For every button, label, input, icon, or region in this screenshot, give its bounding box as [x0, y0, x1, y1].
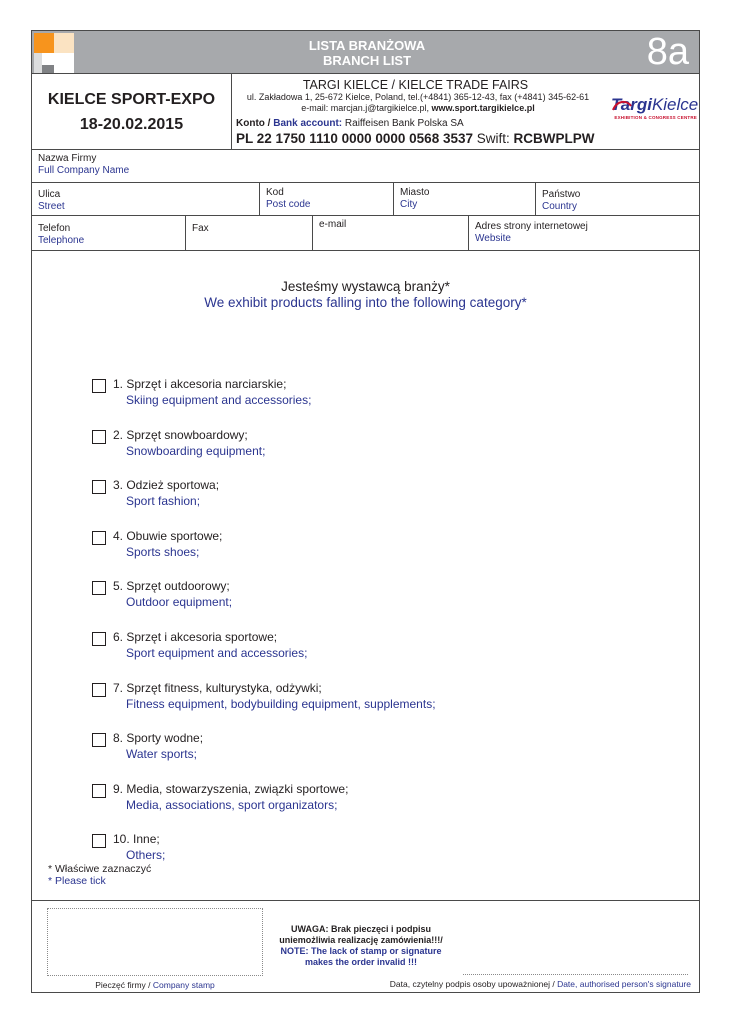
- address-row: [32, 183, 699, 216]
- header-info: [32, 74, 699, 150]
- contact-row: [32, 216, 699, 251]
- category-label-en: Fitness equipment, bodybuilding equipment, supplements;: [126, 696, 436, 711]
- bank-label-pl: Konto /: [236, 118, 271, 129]
- website-label-pl: Adres strony internetowej: [475, 221, 588, 232]
- category-label-pl: 8. Sporty wodne;: [113, 731, 204, 746]
- category-checkbox[interactable]: [92, 430, 106, 444]
- category-checkbox[interactable]: [92, 531, 106, 545]
- city-label-pl: Miasto: [400, 187, 430, 198]
- signature-label: [390, 979, 691, 989]
- category-item: [92, 630, 652, 670]
- warning-en-1: NOTE: The lack of stamp or signature: [280, 946, 442, 956]
- post-code-label-pl: Kod: [266, 187, 284, 198]
- category-title-pl: Jesteśmy wystawcą branży*: [281, 279, 450, 294]
- category-title-en: We exhibit products falling into the following category*: [204, 295, 527, 310]
- warning-en-2: makes the order invalid !!!: [304, 957, 418, 967]
- list-title-pl: LISTA BRANŻOWA: [308, 38, 426, 53]
- street-label-en: Street: [38, 201, 65, 212]
- category-checkbox[interactable]: [92, 379, 106, 393]
- company-name-field[interactable]: [32, 150, 699, 182]
- website-field[interactable]: [469, 216, 699, 250]
- email-label: e-mail: [319, 219, 347, 230]
- category-item: [92, 681, 652, 721]
- event-dates: 18-20.02.2015: [79, 116, 184, 133]
- category-item: [92, 529, 652, 569]
- email-field[interactable]: [313, 216, 469, 250]
- contact-line: [233, 103, 603, 114]
- signature-label-pl: Data, czytelny podpis osoby upoważnionej /: [389, 979, 555, 989]
- category-item: [92, 377, 652, 417]
- targi-logo-blocks: [34, 33, 74, 73]
- bank-account: [236, 118, 464, 129]
- event-name: KIELCE SPORT-EXPO: [47, 91, 216, 108]
- category-label-en: Water sports;: [126, 747, 197, 762]
- country-label-en: Country: [542, 201, 578, 212]
- event-box: [32, 74, 232, 150]
- bank-name: Raiffeisen Bank Polska SA: [344, 118, 464, 129]
- street-field[interactable]: [32, 183, 260, 215]
- category-checkbox[interactable]: [92, 834, 106, 848]
- bank-label-en: Bank account:: [273, 118, 343, 129]
- logo-swirl-icon: [611, 98, 633, 116]
- category-label-pl: 2. Sprzęt snowboardowy;: [113, 427, 248, 442]
- post-code-label-en: Post code: [266, 199, 311, 210]
- category-checkbox[interactable]: [92, 632, 106, 646]
- stamp-label-en: Company stamp: [152, 980, 215, 990]
- list-title-en: BRANCH LIST: [322, 53, 412, 68]
- telephone-field[interactable]: [32, 216, 186, 250]
- category-label-en: Sport equipment and accessories;: [126, 646, 308, 660]
- fax-field[interactable]: [186, 216, 313, 250]
- contact-email: e-mail: marcjan.j@targikielce.pl,: [301, 103, 429, 113]
- category-checkbox[interactable]: [92, 581, 106, 595]
- swift-code: RCBWPLPW: [513, 131, 595, 146]
- category-item: [92, 428, 652, 468]
- country-field[interactable]: [536, 183, 699, 215]
- telephone-label-en: Telephone: [38, 235, 85, 246]
- company-row: [32, 150, 699, 183]
- street-label-pl: Ulica: [38, 189, 61, 200]
- contact-website[interactable]: www.sport.targikielce.pl: [431, 103, 535, 113]
- warning-pl-2: uniemożliwia realizację zamówienia!!!/: [279, 935, 443, 945]
- list-title: [232, 38, 502, 68]
- iban-line: [236, 131, 595, 146]
- logo-tagline: EXHIBITION & CONGRESS CENTRE: [614, 115, 697, 120]
- warning-pl-1: UWAGA: Brak pieczęci i podpisu: [290, 924, 432, 934]
- category-label-en: Snowboarding equipment;: [126, 443, 266, 458]
- logo-word-thin: Kielce: [651, 95, 699, 114]
- category-label-en: Skiing equipment and accessories;: [126, 393, 312, 407]
- category-section: [32, 253, 699, 901]
- category-item: [92, 731, 652, 771]
- organizer-box: [233, 74, 699, 150]
- targi-kielce-logo: [611, 95, 697, 120]
- category-label-pl: 9. Media, stowarzyszenia, związki sportowe;: [113, 781, 349, 796]
- category-label-en: Sport fashion;: [126, 494, 201, 509]
- category-item: [92, 832, 652, 872]
- category-label-pl: 1. Sprzęt i akcesoria narciarskie;: [113, 377, 287, 391]
- category-checkbox[interactable]: [92, 784, 106, 798]
- category-label-en: Sports shoes;: [126, 544, 200, 559]
- category-item: [92, 478, 652, 518]
- iban-number: PL 22 1750 1110 0000 0000 0568 3537: [236, 131, 473, 146]
- organizer-name: TARGI KIELCE / KIELCE TRADE FAIRS: [302, 78, 529, 92]
- tick-note: [48, 863, 151, 887]
- category-checkbox[interactable]: [92, 733, 106, 747]
- fax-label: Fax: [192, 223, 209, 234]
- website-label-en: Website: [475, 233, 511, 244]
- header-band: [32, 31, 699, 74]
- tick-note-en: * Please tick: [48, 875, 106, 887]
- company-label-pl: Nazwa Firmy: [38, 153, 97, 164]
- category-label-en: Media, associations, sport organizators;: [126, 797, 338, 812]
- signature-line[interactable]: [463, 974, 688, 975]
- company-label-en: Full Company Name: [38, 165, 130, 176]
- form-code: 8a: [646, 31, 689, 73]
- category-label-en: Outdoor equipment;: [126, 595, 233, 610]
- telephone-label-pl: Telefon: [38, 223, 71, 234]
- category-checkbox[interactable]: [92, 480, 106, 494]
- category-item: [92, 579, 652, 619]
- category-label-pl: 4. Obuwie sportowe;: [113, 528, 223, 543]
- category-label-pl: 6. Sprzęt i akcesoria sportowe;: [113, 630, 278, 644]
- signature-label-en: Date, authorised person's signature: [557, 979, 691, 989]
- stamp-label-pl: Pieczęć firmy /: [95, 980, 151, 990]
- city-field[interactable]: [394, 183, 536, 215]
- city-label-en: City: [400, 199, 418, 210]
- category-label-pl: 7. Sprzęt fitness, kulturystyka, odżywki;: [113, 680, 322, 695]
- country-label-pl: Państwo: [542, 189, 581, 200]
- category-label-en: Others;: [126, 848, 166, 863]
- company-stamp-area[interactable]: [47, 908, 263, 976]
- order-warning: [263, 924, 459, 968]
- category-item: [92, 782, 652, 822]
- category-label-pl: 3. Odzież sportowa;: [113, 478, 220, 493]
- category-label-pl: 10. Inne;: [113, 832, 160, 847]
- category-checkbox[interactable]: [92, 683, 106, 697]
- organizer-address: [233, 92, 603, 114]
- branch-list-form: [31, 30, 700, 993]
- post-code-field[interactable]: [260, 183, 394, 215]
- swift-label: Swift:: [476, 131, 510, 146]
- address-line: ul. Zakładowa 1, 25-672 Kielce, Poland, tel.(+4841) 365-12-43, fax (+4841) 345-62-61: [246, 92, 590, 102]
- logo-word-bold: Targi: [611, 95, 652, 114]
- category-label-pl: 5. Sprzęt outdoorowy;: [113, 579, 230, 594]
- tick-note-pl: * Właściwe zaznaczyć: [48, 863, 152, 875]
- company-stamp-label: [47, 980, 263, 990]
